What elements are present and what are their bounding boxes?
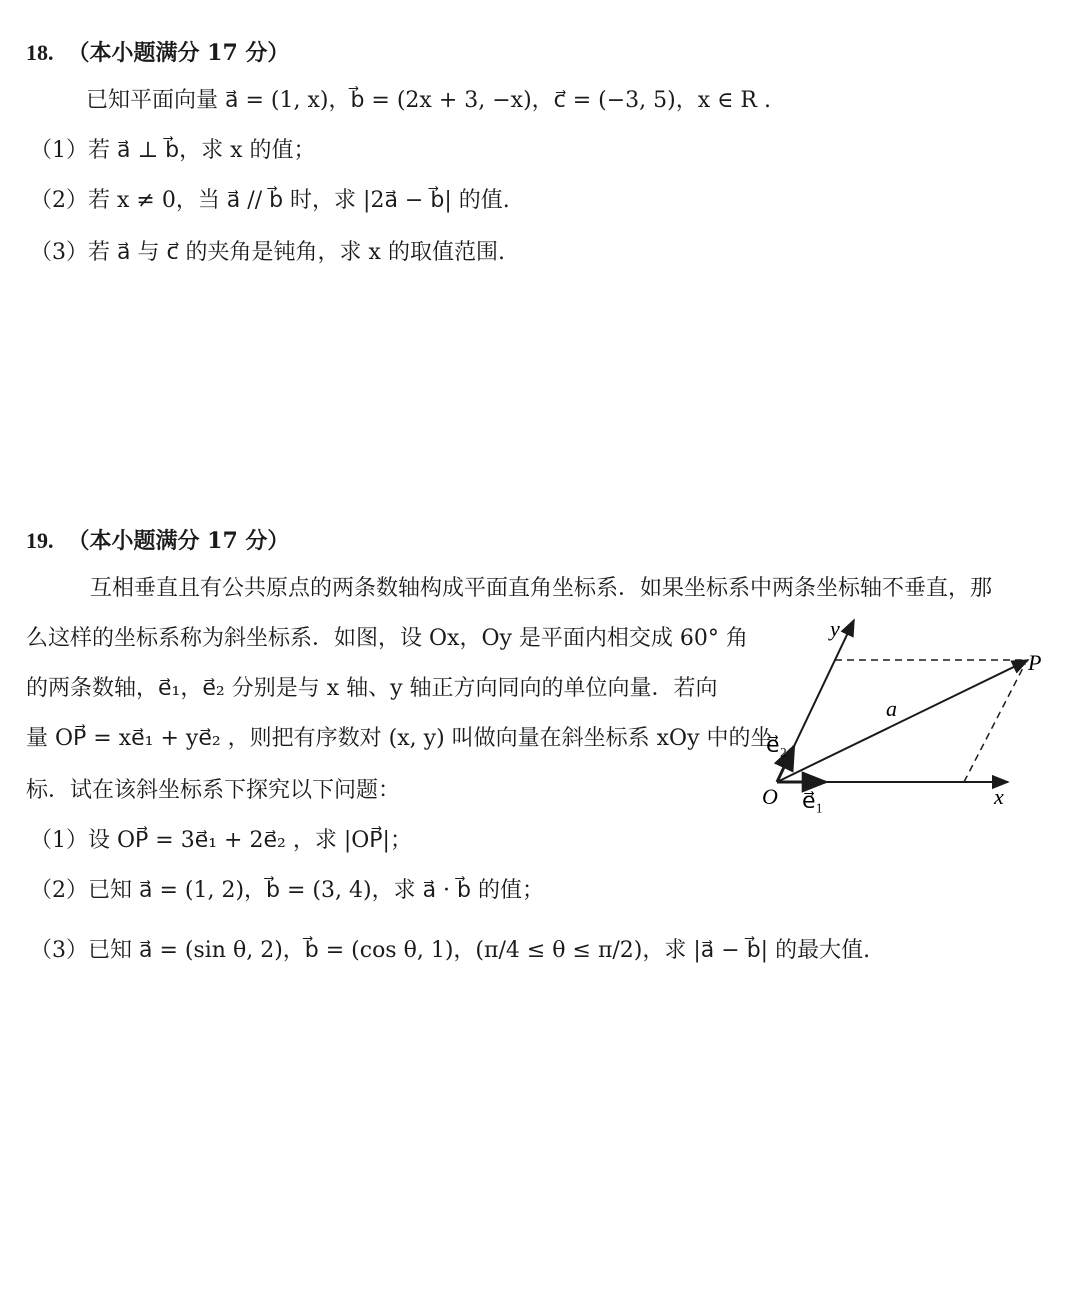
label-x: x bbox=[994, 784, 1004, 809]
q18-points: （本小题满分 17 分） bbox=[67, 40, 290, 66]
label-e1: e⃗₁ bbox=[802, 788, 824, 813]
q19-part2: （2）已知 a⃗ = (1, 2)，b⃗ = (3, 4)，求 a⃗ · b⃗ 的值； bbox=[30, 878, 544, 903]
q19-part3: （3）已知 a⃗ = (sin θ, 2)，b⃗ = (cos θ, 1)，(π/4 ≤ θ ≤ π/2)，求 |a⃗ − b⃗| 的最大值. bbox=[30, 938, 871, 963]
q19-intro-line-4: 量 OP⃗ = xe⃗₁ + ye⃗₂ ，则把有序数对 (x, y) 叫做向量在斜坐标系 xOy 中的坐 bbox=[26, 726, 773, 751]
q18-part1: （1）若 a⃗ ⊥ b⃗，求 x 的值； bbox=[30, 138, 316, 163]
q18-intro: 已知平面向量 a⃗ = (1, x)，b⃗ = (2x + 3, −x)，c⃗ = (−3, 5)，x ∈ R . bbox=[86, 88, 771, 113]
q19-heading bbox=[26, 526, 289, 556]
q19-intro-line-3: 的两条数轴，e⃗₁，e⃗₂ 分别是与 x 轴、y 轴正方向同向的单位向量．若向 bbox=[26, 676, 718, 701]
q19-number: 19. bbox=[26, 528, 54, 553]
vector-a bbox=[777, 660, 1028, 782]
label-o: O bbox=[762, 784, 778, 809]
dashed-line-right bbox=[964, 664, 1025, 782]
q19-intro-line-5: 标．试在该斜坐标系下探究以下问题： bbox=[26, 778, 401, 803]
label-e2: e⃗₂ bbox=[766, 732, 788, 757]
label-a: a⃗ bbox=[886, 696, 915, 721]
q18-part2: （2）若 x ≠ 0，当 a⃗ // b⃗ 时，求 |2a⃗ − b⃗| 的值. bbox=[30, 188, 510, 213]
q19-points: （本小题满分 17 分） bbox=[67, 528, 290, 554]
oblique-coordinate-diagram bbox=[750, 612, 1050, 827]
label-y: y bbox=[830, 616, 840, 641]
q18-part3: （3）若 a⃗ 与 c⃗ 的夹角是钝角，求 x 的取值范围. bbox=[30, 240, 505, 265]
label-p: P bbox=[1028, 650, 1042, 675]
q18-number: 18. bbox=[26, 40, 54, 65]
q19-intro-line-2: 么这样的坐标系称为斜坐标系．如图，设 Ox，Oy 是平面内相交成 60° 角 bbox=[26, 626, 748, 651]
q19-part1: （1）设 OP⃗ = 3e⃗₁ + 2e⃗₂ ，求 |OP⃗|； bbox=[30, 828, 412, 853]
q19-intro-line-1: 互相垂直且有公共原点的两条数轴构成平面直角坐标系．如果坐标系中两条坐标轴不垂直，那 bbox=[90, 576, 993, 601]
q18-heading bbox=[26, 38, 289, 68]
